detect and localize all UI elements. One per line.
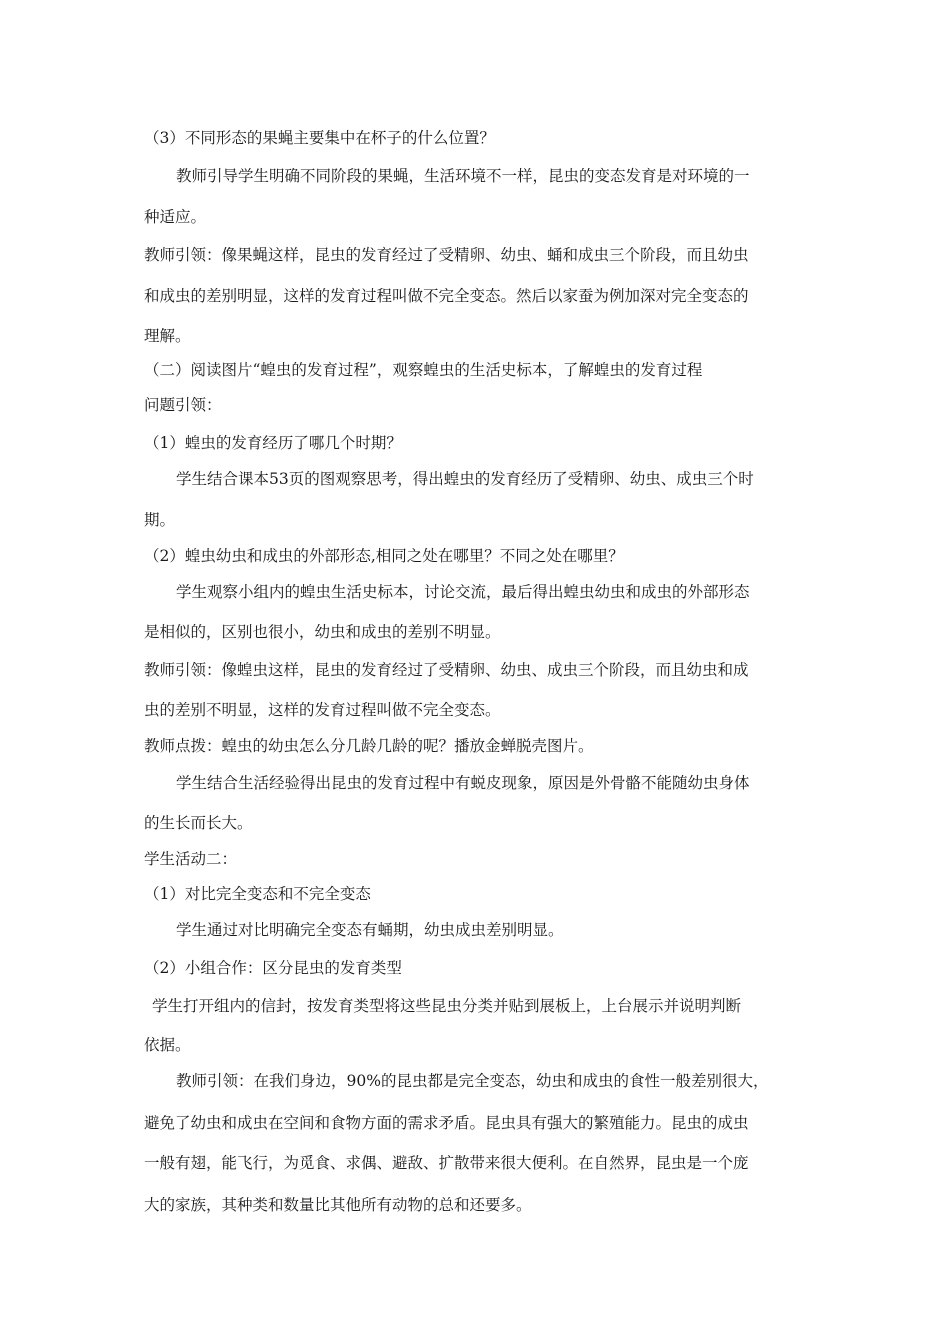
text-line: 的生长而长大。 — [144, 814, 253, 832]
text-line: 大的家族，其种类和数量比其他所有动物的总和还要多。 — [144, 1196, 532, 1214]
text-line: 学生结合课本53页的图观察思考，得出蝗虫的发育经历了受精卵、幼虫、成虫三个时 — [176, 470, 754, 488]
text-line: 教师点拨：蝗虫的幼虫怎么分几龄几龄的呢？播放金蝉脱壳图片。 — [144, 737, 594, 755]
text-line: 教师引领：像蝗虫这样，昆虫的发育经过了受精卵、幼虫、成虫三个阶段，而且幼虫和成 — [144, 661, 749, 679]
question-item: （1）蝗虫的发育经历了哪几个时期？ — [144, 434, 402, 452]
text-line: 虫的差别不明显，这样的发育过程叫做不完全变态。 — [144, 701, 501, 719]
text-line: （3）不同形态的果蝇主要集中在杯子的什么位置？ — [144, 129, 495, 147]
text-line: 避免了幼虫和成虫在空间和食物方面的需求矛盾。昆虫具有强大的繁殖能力。昆虫的成虫 — [144, 1114, 749, 1132]
section-heading: 学生活动二： — [144, 850, 238, 868]
text-line: 问题引领： — [144, 396, 222, 414]
text-line: 理解。 — [144, 327, 191, 345]
text-line: 是相似的，区别也很小，幼虫和成虫的差别不明显。 — [144, 623, 501, 641]
text-line: 学生结合生活经验得出昆虫的发育过程中有蜕皮现象，原因是外骨骼不能随幼虫身体 — [176, 774, 750, 792]
text-line: 和成虫的差别明显，这样的发育过程叫做不完全变态。然后以家蚕为例加深对完全变态的 — [144, 287, 749, 305]
text-line: 教师引领：在我们身边，90%的昆虫都是完全变态，幼虫和成虫的食性一般差别很大， — [176, 1072, 769, 1090]
text-line: 学生通过对比明确完全变态有蛹期，幼虫成虫差别明显。 — [176, 921, 564, 939]
text-line: 种适应。 — [144, 208, 207, 226]
question-item: （1）对比完全变态和不完全变态 — [144, 885, 371, 903]
text-line: 教师引领：像果蝇这样，昆虫的发育经过了受精卵、幼虫、蛹和成虫三个阶段，而且幼虫 — [144, 246, 749, 264]
question-item: （2）蝗虫幼虫和成虫的外部形态,相同之处在哪里？不同之处在哪里？ — [144, 547, 624, 565]
text-line: 一般有翅，能飞行，为觅食、求偶、避敌、扩散带来很大便利。在自然界，昆虫是一个庞 — [144, 1154, 749, 1172]
text-line: 学生观察小组内的蝗虫生活史标本，讨论交流，最后得出蝗虫幼虫和成虫的外部形态 — [176, 583, 750, 601]
text-line: 依据。 — [144, 1036, 191, 1054]
text-line: 期。 — [144, 511, 176, 529]
text-line: 教师引导学生明确不同阶段的果蝇，生活环境不一样，昆虫的变态发育是对环境的一 — [176, 167, 750, 185]
question-item: （2）小组合作：区分昆虫的发育类型 — [144, 959, 402, 977]
section-heading: （二）阅读图片“蝗虫的发育过程”，观察蝗虫的生活史标本，了解蝗虫的发育过程 — [144, 361, 703, 379]
text-line: 学生打开组内的信封，按发育类型将这些昆虫分类并贴到展板上，上台展示并说明判断 — [152, 997, 742, 1015]
